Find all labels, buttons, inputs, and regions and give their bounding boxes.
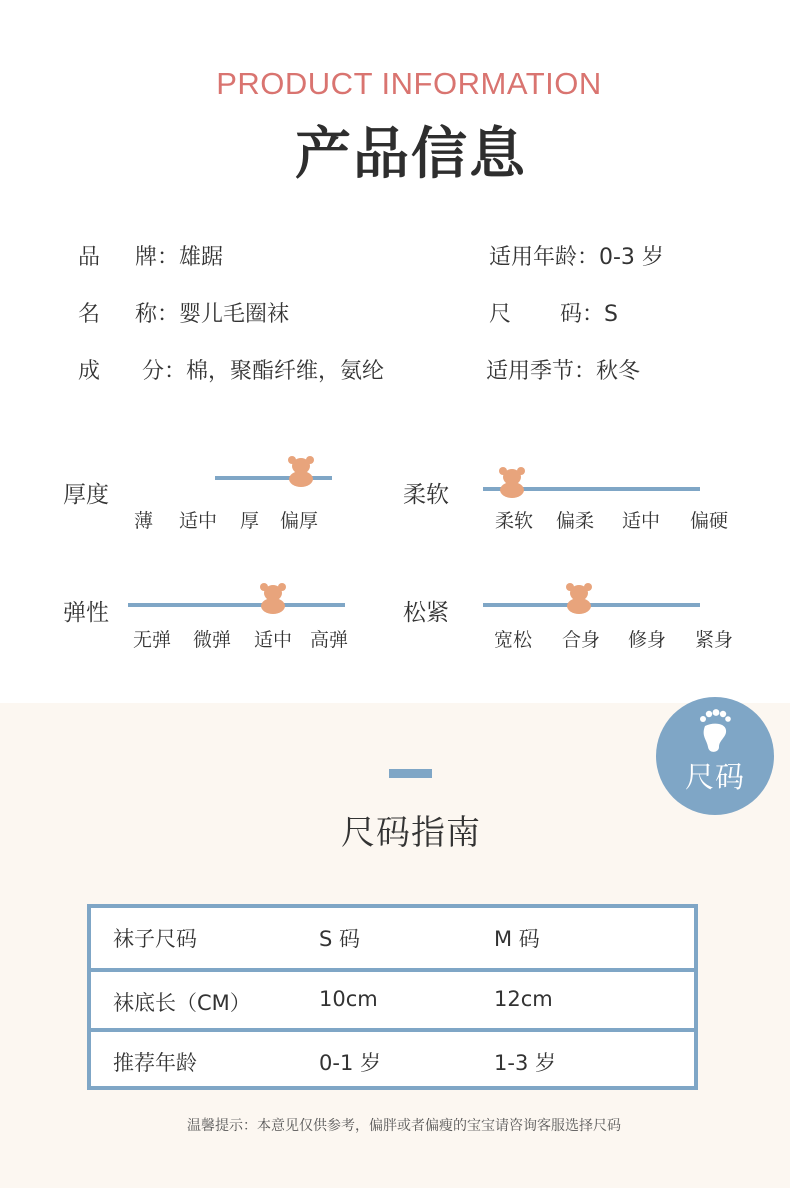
table-cell: M 码 — [494, 927, 540, 951]
scale-tick: 适中 — [622, 510, 661, 532]
bear-marker-icon — [286, 455, 316, 487]
scale-tick: 微弹 — [193, 629, 232, 651]
table-cell: 0-1 岁 — [319, 1051, 381, 1075]
table-row — [91, 908, 694, 968]
size-table — [87, 904, 698, 1090]
scale-tick: 偏硬 — [690, 510, 729, 532]
info-age: 适用年龄：0-3 岁 — [489, 245, 664, 270]
title-divider — [389, 769, 432, 778]
scale-tick: 无弹 — [133, 629, 172, 651]
size-tip: 温馨提示：本意见仅供参考，偏胖或者偏瘦的宝宝请咨询客服选择尺码 — [187, 1118, 621, 1134]
scale-tick: 高弹 — [310, 629, 349, 651]
table-cell: 袜底长（CM） — [113, 991, 251, 1015]
scale-tick: 适中 — [179, 510, 218, 532]
info-season: 适用季节：秋冬 — [486, 359, 641, 384]
size-badge — [656, 697, 774, 815]
table-row — [91, 1028, 694, 1090]
table-cell: 12cm — [494, 987, 553, 1011]
info-brand: 品 牌：雄踞 — [78, 245, 223, 270]
scale-label-fit: 松紧 — [403, 600, 449, 626]
table-cell: 1-3 岁 — [494, 1051, 556, 1075]
size-guide-title: 尺码指南 — [341, 813, 481, 853]
bear-marker-icon — [564, 582, 594, 614]
section-title-cn: 产品信息 — [295, 122, 527, 187]
footprint-icon — [699, 709, 731, 755]
scale-tick: 修身 — [628, 629, 667, 651]
table-cell: S 码 — [319, 927, 361, 951]
scale-label-elasticity: 弹性 — [63, 600, 109, 626]
scale-tick: 薄 — [134, 510, 154, 532]
bear-marker-icon — [497, 466, 527, 498]
info-size: 尺 码：S — [489, 302, 618, 327]
scale-tick: 厚 — [240, 510, 260, 532]
scale-line-elasticity — [128, 603, 345, 607]
scale-tick: 适中 — [254, 629, 293, 651]
scale-tick: 柔软 — [495, 510, 534, 532]
scale-tick: 偏柔 — [556, 510, 595, 532]
table-cell: 推荐年龄 — [113, 1051, 197, 1075]
bear-marker-icon — [258, 582, 288, 614]
info-material: 成 分：棉，聚酯纤维，氨纶 — [78, 359, 384, 384]
scale-tick: 紧身 — [695, 629, 734, 651]
info-name: 名 称：婴儿毛圈袜 — [78, 302, 289, 327]
table-cell: 袜子尺码 — [113, 927, 197, 951]
scale-tick: 合身 — [562, 629, 601, 651]
section-title-en: PRODUCT INFORMATION — [216, 66, 602, 101]
table-row — [91, 968, 694, 1032]
scale-label-softness: 柔软 — [403, 482, 449, 508]
scale-tick: 宽松 — [494, 629, 533, 651]
badge-label: 尺码 — [684, 760, 745, 794]
scale-label-thickness: 厚度 — [63, 482, 109, 508]
scale-tick: 偏厚 — [280, 510, 319, 532]
table-cell: 10cm — [319, 987, 378, 1011]
